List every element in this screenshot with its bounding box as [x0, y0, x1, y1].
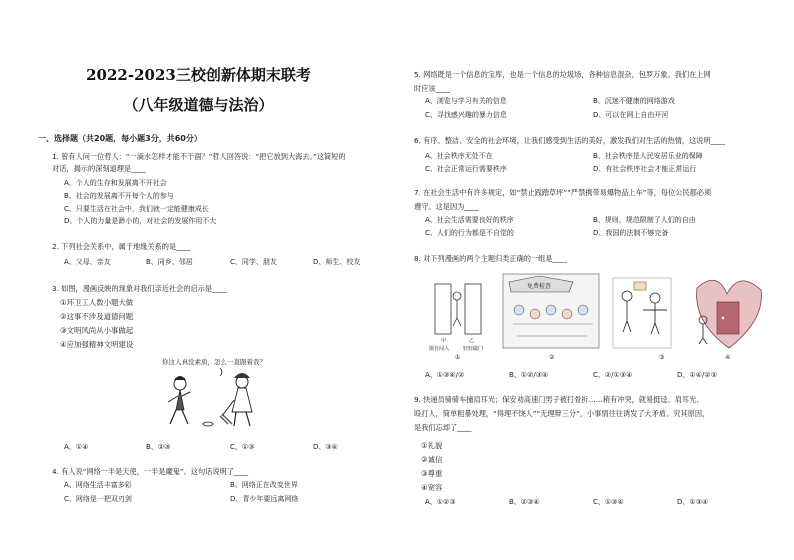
cartoon-speech: 你这人真没素质，怎么一直跟着我？ — [162, 358, 266, 366]
question-9-option-d: D、①③④ — [677, 498, 709, 506]
question-8-option-c: C、②/①③④ — [593, 371, 633, 379]
question-1-line-1: 1. 曾有人问一位哲人：“一滴水怎样才能不干涸？”哲人回答说：“把它放到大海去。”这简短的 — [52, 152, 346, 161]
question-1-option-d: D、个人的力量是渺小的，对社会的发展作用不大 — [64, 217, 217, 225]
question-8-cartoon-strip — [427, 268, 767, 360]
question-8-option-a: A、①③④/② — [425, 371, 465, 379]
question-3-option-a: A、①④ — [64, 443, 89, 451]
cartoon-sweeper-illustration — [150, 354, 275, 432]
question-7-option-b: B、规则、规范限制了人们的自由 — [593, 216, 696, 224]
question-7-line-1: 7. 在社会生活中有许多规定，如“禁止践踏草坪”“严禁携带易爆物品上车”等，每位公民都必须 — [414, 188, 712, 197]
question-6-option-b: B、社会秩序是人民安居乐业的保障 — [593, 152, 703, 160]
question-7-stem — [414, 186, 784, 214]
question-2-option-c: C、同学、朋友 — [230, 258, 277, 266]
question-5-stem — [414, 68, 784, 96]
section-heading: 一、选择题（共20题，每小题3分，共60分） — [38, 134, 202, 143]
question-9-line-1: 9. 快递员骑骑车撞肩耳光；保安劝高速门男子被打骨折……稍有冲突，就易挺迳、肩耳光、 — [414, 395, 704, 404]
question-7-line-2: 遵守。这是因为____ — [414, 202, 479, 211]
question-9-option-b: B、②③④ — [509, 498, 540, 506]
question-9-stem — [414, 393, 784, 435]
question-8-option-d: D、①④/②③ — [677, 371, 717, 379]
question-9-item-4: ④宽容 — [421, 483, 443, 492]
question-7-option-a: A、社会生活需要良好的秩序 — [425, 216, 514, 224]
question-5-option-a: A、浏览与学习有关的信息 — [425, 97, 507, 105]
question-4-option-d: D、青少年要远离网络 — [230, 495, 299, 503]
panel-2-banner: 免费检查 — [527, 283, 552, 290]
question-7-option-c: C、人们的行为都是不自觉的 — [425, 229, 514, 237]
question-5-line-2: 时应该____ — [414, 84, 450, 93]
question-4-option-c: C、网络是一把双刃剑 — [64, 495, 132, 503]
question-1-option-c: C、只要生活在社会中，我们就一定能健康成长 — [64, 205, 209, 213]
panel-4-label: ④ — [725, 354, 731, 360]
panel-2-label: ② — [549, 354, 555, 360]
panel-1-label: ① — [455, 354, 461, 360]
question-7-option-d: D、我国的法制不够完备 — [593, 229, 669, 237]
question-5-option-b: B、沉迷不健康的网络游戏 — [593, 97, 675, 105]
question-1-line-2: 对话，揭示的深刻道理是____ — [52, 164, 146, 173]
question-9-line-2: 殴打人，简单粗暴处理，“得理不饶人”“无理辩三分”，小事情往往诱发了大矛盾。究其原因， — [414, 409, 710, 418]
question-5-line-1: 5. 网络既是一个信息的宝库，也是一个信息的垃圾场，各种信息混杂，包罗万象。我们在上网 — [414, 70, 711, 79]
question-6-stem: 6. 有序、整洁、安全的社会环境，让我们感受到生活的美好，激发我们对生活的热情，这说明____ — [414, 136, 726, 145]
panel-1-caption-d: 轻轻敲门 — [463, 346, 484, 352]
question-4-stem: 4. 有人说“网络一半是天使，一半是魔鬼”。这句话说明了____ — [52, 467, 249, 476]
question-3-option-d: D、③④ — [313, 443, 338, 451]
cartoon-panel-2 — [503, 274, 599, 360]
panel-1-caption-b: 乙 — [469, 338, 475, 344]
question-5-option-c: C、寻找感兴趣的暴力信息 — [425, 111, 507, 119]
question-4-option-a: A、网络生活丰富多彩 — [64, 481, 132, 489]
question-9-item-1: ①礼貌 — [421, 441, 443, 450]
question-1-option-a: A、个人的生存和发展离不开社会 — [64, 179, 167, 187]
question-2-option-b: B、同乡、邻居 — [146, 258, 193, 266]
question-9-item-3: ③尊重 — [421, 469, 443, 478]
question-6-option-d: D、有社会秩序社会才能正常运行 — [593, 165, 697, 173]
question-1-option-b: B、社会的发展离不开每个人的参与 — [64, 192, 174, 200]
question-9-option-a: A、①②③ — [425, 498, 456, 506]
question-8-option-b: B、①②/③④ — [509, 371, 549, 379]
question-1-stem — [52, 151, 392, 175]
question-6-option-c: C、社会正常运行需要秩序 — [425, 165, 507, 173]
question-9-option-c: C、①③④ — [593, 498, 624, 506]
page-title: 2022-2023三校创新体期末联考 — [86, 66, 311, 84]
question-4-option-b: B、网络正在改变世界 — [230, 481, 298, 489]
cartoon-panel-1 — [429, 284, 483, 360]
question-3-option-b: B、②③ — [146, 443, 171, 451]
panel-1-caption-a: 甲 — [441, 338, 447, 344]
question-5-option-d: D、可以在网上自由开河 — [593, 111, 669, 119]
question-3-item-1: ①环卫工人数小题大做 — [60, 298, 134, 307]
page-subtitle: （八年级道德与法治） — [123, 96, 274, 114]
question-6-option-a: A、社会秩序无处不在 — [425, 152, 493, 160]
panel-3-label: ③ — [659, 354, 665, 360]
question-3-item-4: ④应加强精神文明建设 — [60, 340, 134, 349]
question-3-item-2: ②这事不涉及道德问题 — [60, 312, 134, 321]
panel-1-caption-c: 擅自闯入 — [429, 346, 450, 352]
question-9-line-3: 是我们忘却了____ — [414, 423, 472, 432]
cartoon-panel-3 — [613, 278, 671, 360]
question-9-item-2: ②诚信 — [421, 455, 443, 464]
question-2-stem: 2. 下列社会关系中，属于地缘关系的是____ — [52, 242, 191, 251]
cartoon-panel-4 — [697, 280, 762, 360]
question-2-option-d: D、师生、校友 — [313, 258, 361, 266]
question-3-item-3: ③文明风尚从小事做起 — [60, 326, 134, 335]
question-8-stem: 8. 对下列漫画的两个主题归类正确的一组是____ — [414, 254, 567, 263]
question-3-option-c: C、①③ — [230, 443, 255, 451]
question-3-stem: 3. 如图，漫画反映的现象对我们亲近社会的启示是____ — [52, 284, 227, 293]
question-2-option-a: A、父母、亲友 — [64, 258, 111, 266]
